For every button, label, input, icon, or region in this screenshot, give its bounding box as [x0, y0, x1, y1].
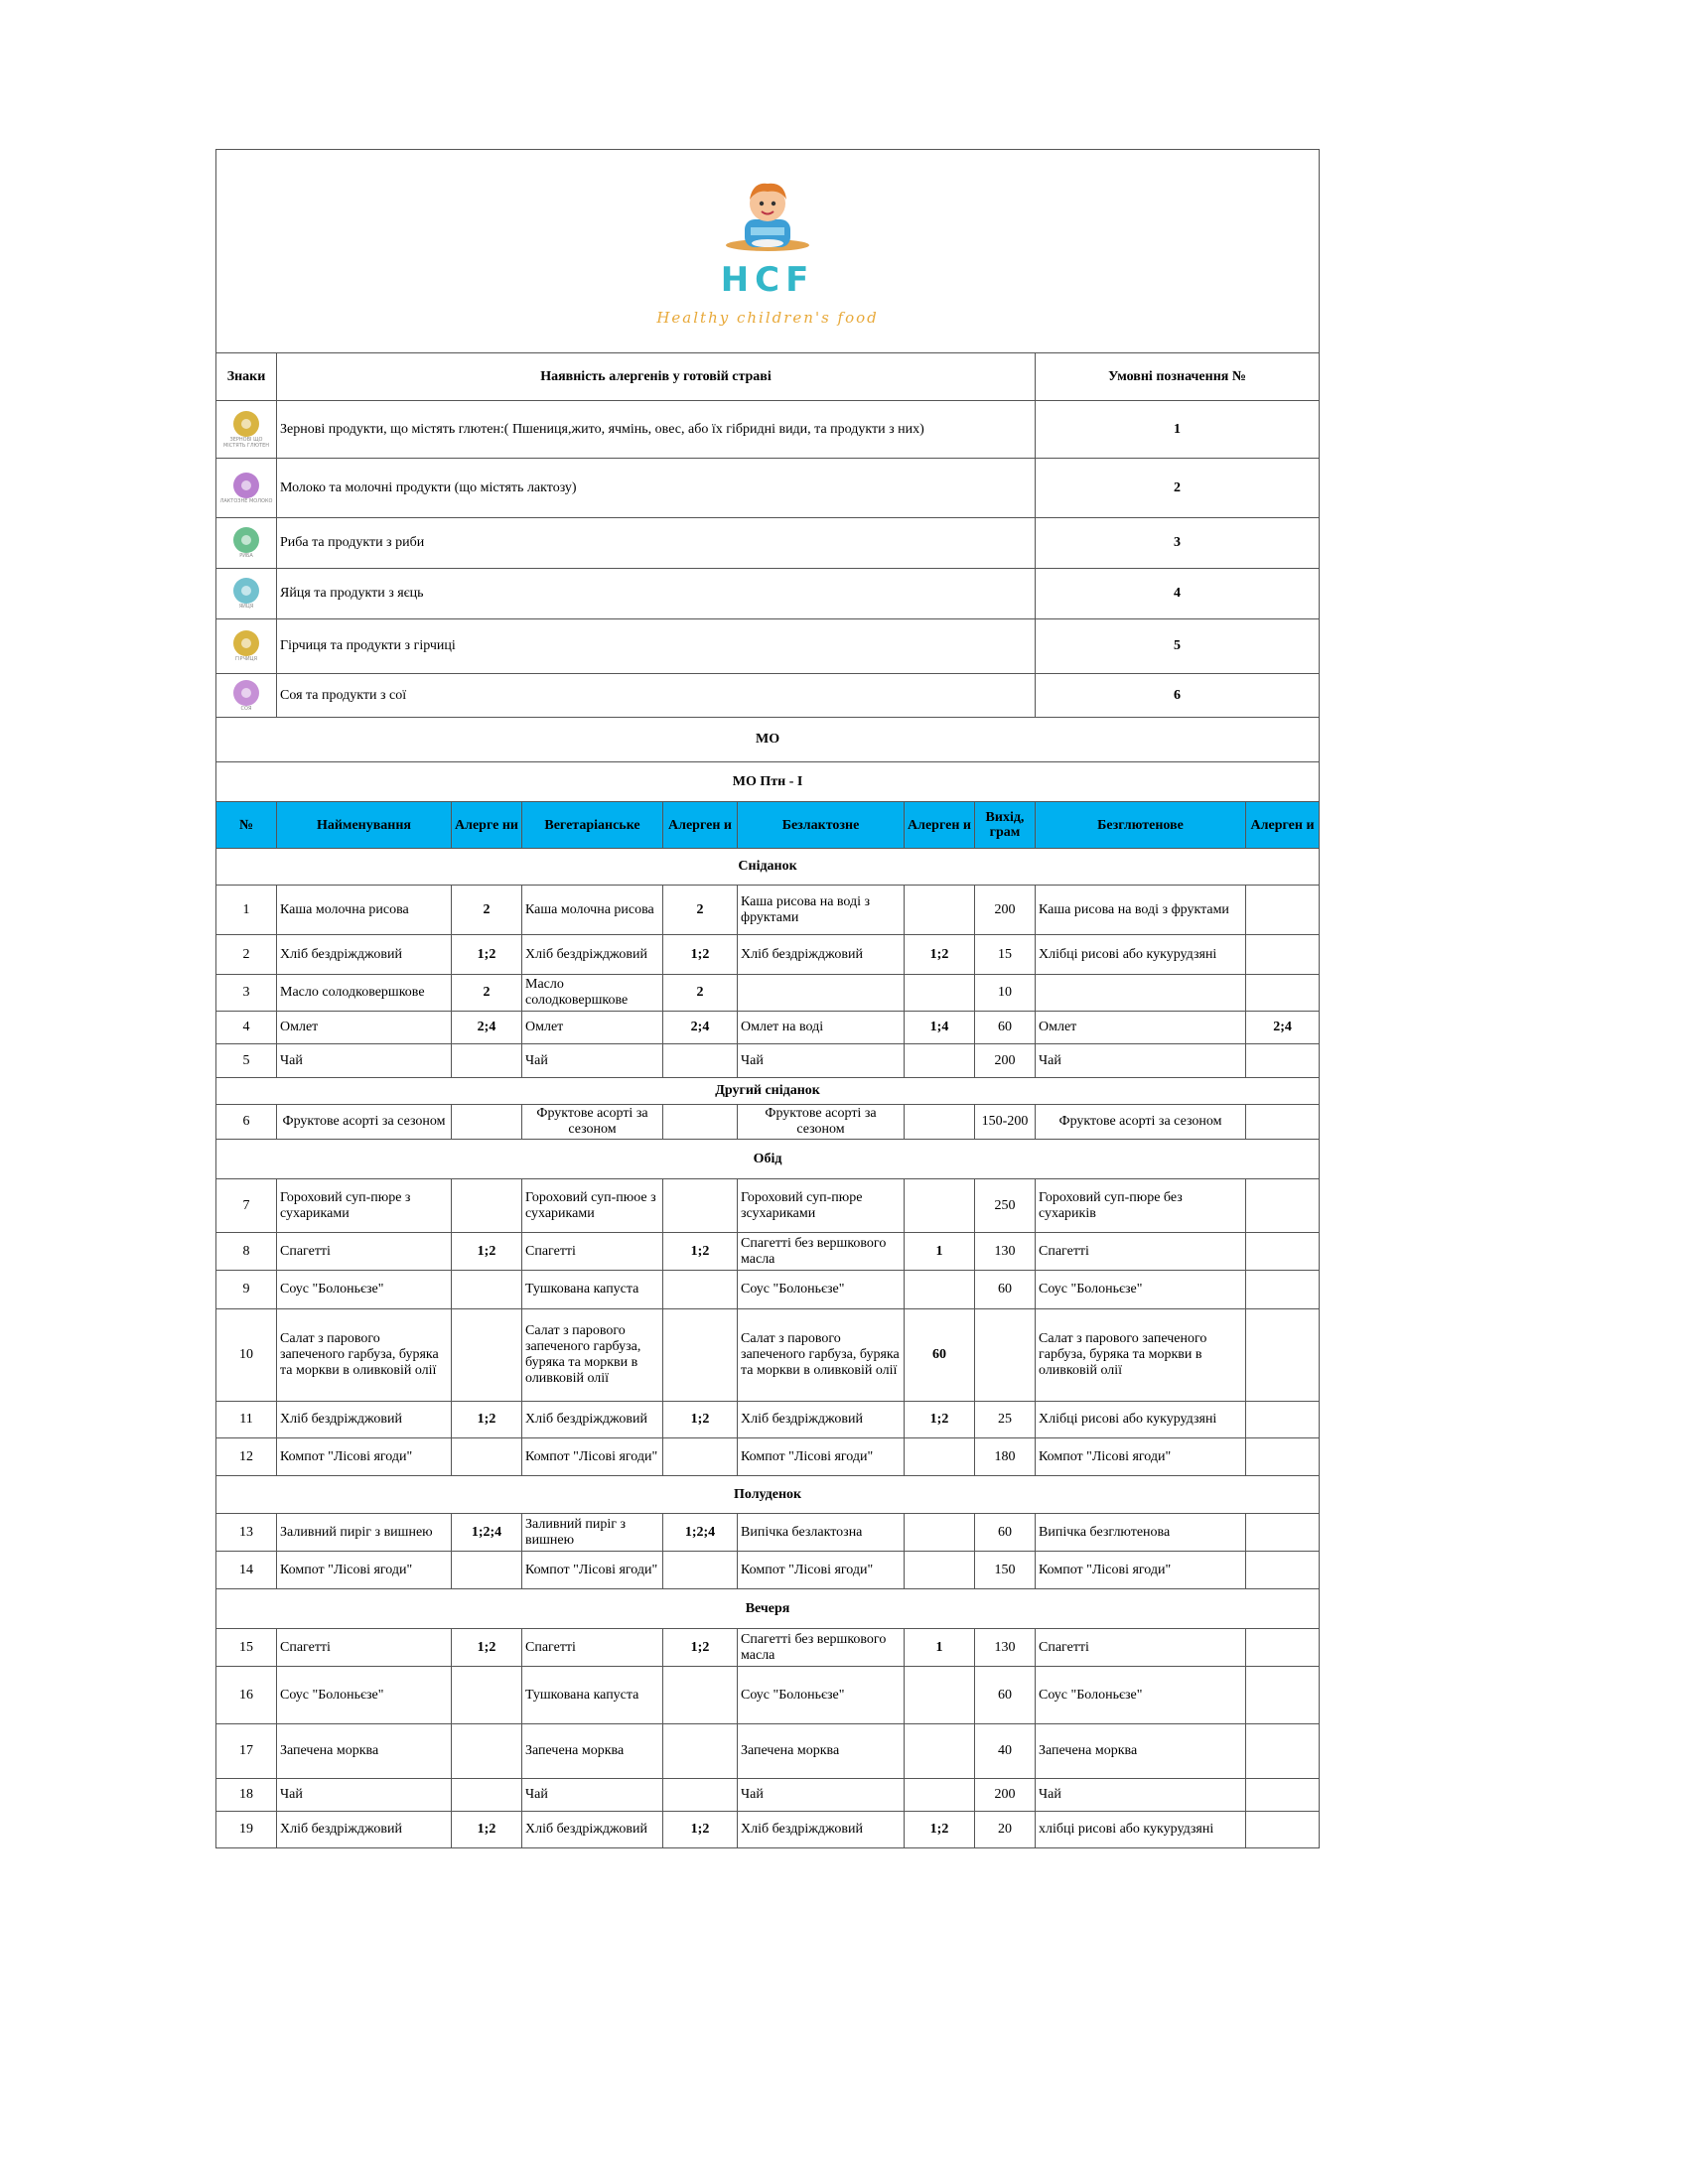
- cell-n: 17: [216, 1724, 277, 1779]
- allergen-description: Молоко та молочні продукти (що містять лактозу): [277, 459, 1036, 518]
- cell-gf: Каша рисова на воді з фруктами: [1036, 886, 1246, 935]
- cell-ga: [1246, 1812, 1320, 1848]
- cell-va: 1;2: [663, 1629, 738, 1667]
- cell-y: 130: [975, 1629, 1036, 1667]
- allergen-code: 2: [1036, 459, 1320, 518]
- cell-lf: Соус "Болоньєзе": [738, 1271, 905, 1309]
- cell-a: 1;2;4: [452, 1514, 522, 1552]
- cell-name: Хліб бездріжджовий: [277, 935, 452, 975]
- menu-subtitle-row: [216, 762, 1320, 802]
- cell-veg: Чай: [522, 1044, 663, 1078]
- cell-lf: Спагетті без вершкового масла: [738, 1233, 905, 1271]
- cell-la: [905, 1514, 975, 1552]
- allergen-code: 1: [1036, 401, 1320, 459]
- cell-a: 1;2: [452, 1629, 522, 1667]
- cell-veg: Омлет: [522, 1012, 663, 1044]
- legend-header-codes: Умовні позначення №: [1036, 353, 1320, 401]
- allergen-sign-cell: [216, 401, 277, 459]
- cell-va: 1;2: [663, 1402, 738, 1438]
- cell-name: Салат з парового запеченого гарбуза, буряка та моркви в оливковій олії: [277, 1309, 452, 1402]
- cell-veg: Масло солодковершкове: [522, 975, 663, 1012]
- table-row: [216, 1271, 1320, 1309]
- cell-a: [452, 1552, 522, 1589]
- cell-y: [975, 1309, 1036, 1402]
- cell-n: 18: [216, 1779, 277, 1812]
- cell-ga: [1246, 1779, 1320, 1812]
- cell-name: Омлет: [277, 1012, 452, 1044]
- menu-table: [215, 149, 1320, 1848]
- cell-name: Соус "Болоньєзе": [277, 1271, 452, 1309]
- cell-lf: Компот "Лісові ягоди": [738, 1438, 905, 1476]
- cell-y: 15: [975, 935, 1036, 975]
- cell-veg: Хліб бездріжджовий: [522, 1812, 663, 1848]
- section-row: [216, 1476, 1320, 1514]
- allergen-row: [216, 619, 1320, 674]
- cell-a: [452, 1105, 522, 1140]
- fish-icon: [233, 527, 259, 553]
- allergen-sign-cell: [216, 569, 277, 619]
- column-header-gf-allergens: Алерген и: [1246, 802, 1320, 849]
- cell-la: [905, 1438, 975, 1476]
- cell-y: 25: [975, 1402, 1036, 1438]
- cell-name: Гороховий суп-пюре з сухариками: [277, 1179, 452, 1233]
- table-row: [216, 1402, 1320, 1438]
- cell-name: Спагетті: [277, 1233, 452, 1271]
- cell-lf: Хліб бездріжджовий: [738, 1812, 905, 1848]
- allergen-description: Риба та продукти з риби: [277, 518, 1036, 569]
- cell-veg: Заливний пиріг з вишнею: [522, 1514, 663, 1552]
- cell-n: 13: [216, 1514, 277, 1552]
- cell-name: Фруктове асорті за сезоном: [277, 1105, 452, 1140]
- brand-tagline: Healthy children's food: [656, 308, 879, 327]
- cell-n: 4: [216, 1012, 277, 1044]
- cell-a: 1;2: [452, 1812, 522, 1848]
- cell-veg: Компот "Лісові ягоди": [522, 1552, 663, 1589]
- cell-a: [452, 1044, 522, 1078]
- logo: [656, 176, 878, 326]
- table-row: [216, 1105, 1320, 1140]
- cell-y: 10: [975, 975, 1036, 1012]
- cell-la: 1;4: [905, 1012, 975, 1044]
- cell-la: [905, 1779, 975, 1812]
- cell-a: 1;2: [452, 935, 522, 975]
- logo-cell: [216, 150, 1320, 353]
- cell-name: Запечена морква: [277, 1724, 452, 1779]
- legend-header-presence: Наявність алергенів у готовій страві: [277, 353, 1036, 401]
- cell-va: [663, 1552, 738, 1589]
- cell-name: Чай: [277, 1779, 452, 1812]
- cell-ga: [1246, 1724, 1320, 1779]
- allergen-sign-cell: [216, 674, 277, 718]
- cell-n: 7: [216, 1179, 277, 1233]
- cell-ga: [1246, 935, 1320, 975]
- cell-va: [663, 1105, 738, 1140]
- cell-la: [905, 1724, 975, 1779]
- allergen-sign-caption: СОЯ: [240, 705, 252, 712]
- cell-va: [663, 1309, 738, 1402]
- section-title: Обід: [216, 1140, 1320, 1179]
- cell-va: [663, 1271, 738, 1309]
- cell-n: 2: [216, 935, 277, 975]
- cell-lf: [738, 975, 905, 1012]
- column-header-yield: Вихід, грам: [975, 802, 1036, 849]
- allergen-row: [216, 674, 1320, 718]
- cell-veg: Запечена морква: [522, 1724, 663, 1779]
- cell-name: Хліб бездріжджовий: [277, 1402, 452, 1438]
- menu-subtitle: МО Птн - І: [216, 762, 1320, 802]
- section-title: Полуденок: [216, 1476, 1320, 1514]
- cell-gf: Гороховий суп-пюре без сухариків: [1036, 1179, 1246, 1233]
- cell-veg: Спагетті: [522, 1233, 663, 1271]
- cell-ga: [1246, 1309, 1320, 1402]
- logo-row: [216, 150, 1320, 353]
- cell-la: [905, 1179, 975, 1233]
- allergen-sign-cell: [216, 619, 277, 674]
- cell-n: 6: [216, 1105, 277, 1140]
- cell-lf: Гороховий суп-пюре зсухариками: [738, 1179, 905, 1233]
- cell-y: 200: [975, 886, 1036, 935]
- cell-y: 60: [975, 1012, 1036, 1044]
- cell-y: 40: [975, 1724, 1036, 1779]
- cell-name: Соус "Болоньєзе": [277, 1667, 452, 1724]
- cell-la: 1;2: [905, 1402, 975, 1438]
- allergen-code: 5: [1036, 619, 1320, 674]
- soy-icon: [233, 680, 259, 706]
- cell-veg: Хліб бездріжджовий: [522, 1402, 663, 1438]
- cell-a: [452, 1667, 522, 1724]
- column-header-gluten-free: Безглютенове: [1036, 802, 1246, 849]
- egg-icon: [233, 578, 259, 604]
- menu-title-row: [216, 718, 1320, 762]
- table-row: [216, 1309, 1320, 1402]
- menu-title: МО: [216, 718, 1320, 762]
- cell-a: [452, 1179, 522, 1233]
- allergen-description: Яйця та продукти з яєць: [277, 569, 1036, 619]
- cell-y: 60: [975, 1667, 1036, 1724]
- cell-va: 1;2: [663, 1812, 738, 1848]
- cell-name: Каша молочна рисова: [277, 886, 452, 935]
- table-row: [216, 1812, 1320, 1848]
- cell-y: 130: [975, 1233, 1036, 1271]
- table-row: [216, 1012, 1320, 1044]
- cell-va: 1;2: [663, 935, 738, 975]
- cell-lf: Хліб бездріжджовий: [738, 935, 905, 975]
- cell-la: 1: [905, 1233, 975, 1271]
- cell-lf: Каша рисова на воді з фруктами: [738, 886, 905, 935]
- cell-la: 60: [905, 1309, 975, 1402]
- cell-a: [452, 1438, 522, 1476]
- allergen-sign-caption: ЗЕРНОВІ ЩО МІСТЯТЬ ГЛЮТЕН: [222, 436, 270, 449]
- cell-n: 5: [216, 1044, 277, 1078]
- section-title: Вечеря: [216, 1589, 1320, 1629]
- cell-la: [905, 1667, 975, 1724]
- cell-a: 2: [452, 886, 522, 935]
- allergen-sign-caption: ЛАКТОЗНЕ МОЛОКО: [219, 497, 273, 504]
- cell-name: Хліб бездріжджовий: [277, 1812, 452, 1848]
- cell-veg: Фруктове асорті за сезоном: [522, 1105, 663, 1140]
- cell-veg: Спагетті: [522, 1629, 663, 1667]
- cell-lf: Омлет на воді: [738, 1012, 905, 1044]
- cell-veg: Гороховий суп-пюое з сухариками: [522, 1179, 663, 1233]
- cell-va: [663, 1779, 738, 1812]
- cell-n: 9: [216, 1271, 277, 1309]
- cell-y: 200: [975, 1044, 1036, 1078]
- table-row: [216, 886, 1320, 935]
- cell-lf: Чай: [738, 1044, 905, 1078]
- cell-la: [905, 1271, 975, 1309]
- cell-ga: 2;4: [1246, 1012, 1320, 1044]
- cell-n: 8: [216, 1233, 277, 1271]
- cell-va: 2;4: [663, 1012, 738, 1044]
- cell-gf: Запечена морква: [1036, 1724, 1246, 1779]
- cell-la: [905, 1105, 975, 1140]
- column-header-veg-allergens: Алерген и: [663, 802, 738, 849]
- cell-n: 10: [216, 1309, 277, 1402]
- cell-ga: [1246, 1667, 1320, 1724]
- table-row: [216, 935, 1320, 975]
- cell-a: [452, 1309, 522, 1402]
- cell-gf: Хлібці рисові або кукурудзяні: [1036, 1402, 1246, 1438]
- cell-n: 1: [216, 886, 277, 935]
- allergen-description: Гірчиця та продукти з гірчиці: [277, 619, 1036, 674]
- cell-n: 19: [216, 1812, 277, 1848]
- cell-ga: [1246, 1179, 1320, 1233]
- table-row: [216, 1667, 1320, 1724]
- cell-name: Компот "Лісові ягоди": [277, 1438, 452, 1476]
- cell-veg: Чай: [522, 1779, 663, 1812]
- legend-header-row: [216, 353, 1320, 401]
- legend-header-signs: Знаки: [216, 353, 277, 401]
- cell-gf: Соус "Болоньєзе": [1036, 1667, 1246, 1724]
- table-row: [216, 1724, 1320, 1779]
- allergen-code: 3: [1036, 518, 1320, 569]
- column-header-row: [216, 802, 1320, 849]
- cell-gf: Чай: [1036, 1779, 1246, 1812]
- column-header-lf-allergens: Алерген и: [905, 802, 975, 849]
- cell-la: [905, 975, 975, 1012]
- table-row: [216, 975, 1320, 1012]
- cell-a: 2;4: [452, 1012, 522, 1044]
- cell-va: 1;2;4: [663, 1514, 738, 1552]
- section-row: [216, 1140, 1320, 1179]
- cell-name: Спагетті: [277, 1629, 452, 1667]
- cell-veg: Хліб бездріжджовий: [522, 935, 663, 975]
- cell-gf: Хлібці рисові або кукурудзяні: [1036, 935, 1246, 975]
- cell-lf: Соус "Болоньєзе": [738, 1667, 905, 1724]
- column-header-num: №: [216, 802, 277, 849]
- cell-y: 150: [975, 1552, 1036, 1589]
- cell-va: [663, 1438, 738, 1476]
- cell-ga: [1246, 886, 1320, 935]
- column-header-name: Найменування: [277, 802, 452, 849]
- cell-va: 2: [663, 886, 738, 935]
- cell-la: 1;2: [905, 935, 975, 975]
- table-row: [216, 1233, 1320, 1271]
- milk-icon: [233, 473, 259, 498]
- cell-y: 200: [975, 1779, 1036, 1812]
- brand-name: HCF: [720, 259, 815, 300]
- allergen-sign-caption: РИБА: [239, 553, 253, 559]
- cell-name: Заливний пиріг з вишнею: [277, 1514, 452, 1552]
- table-row: [216, 1779, 1320, 1812]
- cell-gf: хлібці рисові або кукурудзяні: [1036, 1812, 1246, 1848]
- grain-icon: [233, 411, 259, 437]
- cell-ga: [1246, 1552, 1320, 1589]
- cell-gf: [1036, 975, 1246, 1012]
- cell-gf: Випічка безглютенова: [1036, 1514, 1246, 1552]
- cell-lf: Хліб бездріжджовий: [738, 1402, 905, 1438]
- table-row: [216, 1044, 1320, 1078]
- allergen-sign-cell: [216, 518, 277, 569]
- cell-gf: Спагетті: [1036, 1629, 1246, 1667]
- cell-a: [452, 1779, 522, 1812]
- cell-y: 180: [975, 1438, 1036, 1476]
- cell-va: 1;2: [663, 1233, 738, 1271]
- cell-y: 150-200: [975, 1105, 1036, 1140]
- cell-veg: Тушкована капуста: [522, 1271, 663, 1309]
- cell-va: [663, 1724, 738, 1779]
- allergen-code: 6: [1036, 674, 1320, 718]
- cell-ga: [1246, 1629, 1320, 1667]
- allergen-row: [216, 401, 1320, 459]
- cell-gf: Салат з парового запеченого гарбуза, буряка та моркви в оливковій олії: [1036, 1309, 1246, 1402]
- allergen-description: Соя та продукти з сої: [277, 674, 1036, 718]
- cell-gf: Спагетті: [1036, 1233, 1246, 1271]
- cell-ga: [1246, 1402, 1320, 1438]
- cell-name: Чай: [277, 1044, 452, 1078]
- cell-gf: Компот "Лісові ягоди": [1036, 1438, 1246, 1476]
- cell-lf: Компот "Лісові ягоди": [738, 1552, 905, 1589]
- table-row: [216, 1629, 1320, 1667]
- cell-y: 250: [975, 1179, 1036, 1233]
- cell-gf: Омлет: [1036, 1012, 1246, 1044]
- table-row: [216, 1179, 1320, 1233]
- cell-veg: Тушкована капуста: [522, 1667, 663, 1724]
- table-row: [216, 1552, 1320, 1589]
- cell-a: [452, 1271, 522, 1309]
- cell-lf: Фруктове асорті за сезоном: [738, 1105, 905, 1140]
- column-header-allergens: Алерге ни: [452, 802, 522, 849]
- cell-la: [905, 886, 975, 935]
- cell-ga: [1246, 1514, 1320, 1552]
- cell-gf: Компот "Лісові ягоди": [1036, 1552, 1246, 1589]
- cell-ga: [1246, 1271, 1320, 1309]
- cell-name: Компот "Лісові ягоди": [277, 1552, 452, 1589]
- cell-lf: Салат з парового запеченого гарбуза, буряка та моркви в оливковій олії: [738, 1309, 905, 1402]
- cell-ga: [1246, 1438, 1320, 1476]
- allergen-code: 4: [1036, 569, 1320, 619]
- cell-la: [905, 1044, 975, 1078]
- section-row: [216, 849, 1320, 886]
- cell-ga: [1246, 1233, 1320, 1271]
- section-row: [216, 1589, 1320, 1629]
- allergen-row: [216, 569, 1320, 619]
- section-title: Сніданок: [216, 849, 1320, 886]
- cell-a: [452, 1724, 522, 1779]
- cell-n: 12: [216, 1438, 277, 1476]
- allergen-sign-caption: ГІРЧИЦЯ: [234, 656, 258, 662]
- cell-ga: [1246, 1044, 1320, 1078]
- cell-name: Масло солодковершкове: [277, 975, 452, 1012]
- column-header-lactose-free: Безлактозне: [738, 802, 905, 849]
- cell-n: 16: [216, 1667, 277, 1724]
- cell-y: 20: [975, 1812, 1036, 1848]
- cell-lf: Запечена морква: [738, 1724, 905, 1779]
- cell-gf: Соус "Болоньєзе": [1036, 1271, 1246, 1309]
- cell-la: [905, 1552, 975, 1589]
- cell-ga: [1246, 1105, 1320, 1140]
- allergen-row: [216, 518, 1320, 569]
- mustard-icon: [233, 630, 259, 656]
- cell-la: 1;2: [905, 1812, 975, 1848]
- cell-veg: Компот "Лісові ягоди": [522, 1438, 663, 1476]
- section-row: [216, 1078, 1320, 1105]
- cell-gf: Фруктове асорті за сезоном: [1036, 1105, 1246, 1140]
- section-title: Другий сніданок: [216, 1078, 1320, 1105]
- allergen-description: Зернові продукти, що містять глютен:( Пшениця,жито, ячмінь, овес, або їх гібридні види, та продукти з них): [277, 401, 1036, 459]
- allergen-row: [216, 459, 1320, 518]
- cell-a: 1;2: [452, 1402, 522, 1438]
- cell-n: 15: [216, 1629, 277, 1667]
- cell-n: 14: [216, 1552, 277, 1589]
- cell-y: 60: [975, 1514, 1036, 1552]
- cell-y: 60: [975, 1271, 1036, 1309]
- column-header-vegetarian: Вегетаріанське: [522, 802, 663, 849]
- allergen-sign-caption: ЯЙЦЯ: [238, 604, 254, 610]
- cell-va: [663, 1179, 738, 1233]
- table-row: [216, 1438, 1320, 1476]
- cell-n: 11: [216, 1402, 277, 1438]
- cell-veg: Каша молочна рисова: [522, 886, 663, 935]
- cell-va: [663, 1667, 738, 1724]
- cell-va: 2: [663, 975, 738, 1012]
- allergen-sign-cell: [216, 459, 277, 518]
- cell-a: 1;2: [452, 1233, 522, 1271]
- cell-n: 3: [216, 975, 277, 1012]
- table-row: [216, 1514, 1320, 1552]
- cell-lf: Чай: [738, 1779, 905, 1812]
- menu-document: [215, 149, 1319, 1848]
- cell-va: [663, 1044, 738, 1078]
- cell-gf: Чай: [1036, 1044, 1246, 1078]
- cell-la: 1: [905, 1629, 975, 1667]
- cell-lf: Спагетті без вершкового масла: [738, 1629, 905, 1667]
- cell-a: 2: [452, 975, 522, 1012]
- cell-lf: Випічка безлактозна: [738, 1514, 905, 1552]
- cell-ga: [1246, 975, 1320, 1012]
- child-eating-icon: [723, 176, 812, 255]
- cell-veg: Салат з парового запеченого гарбуза, буряка та моркви в оливковій олії: [522, 1309, 663, 1402]
